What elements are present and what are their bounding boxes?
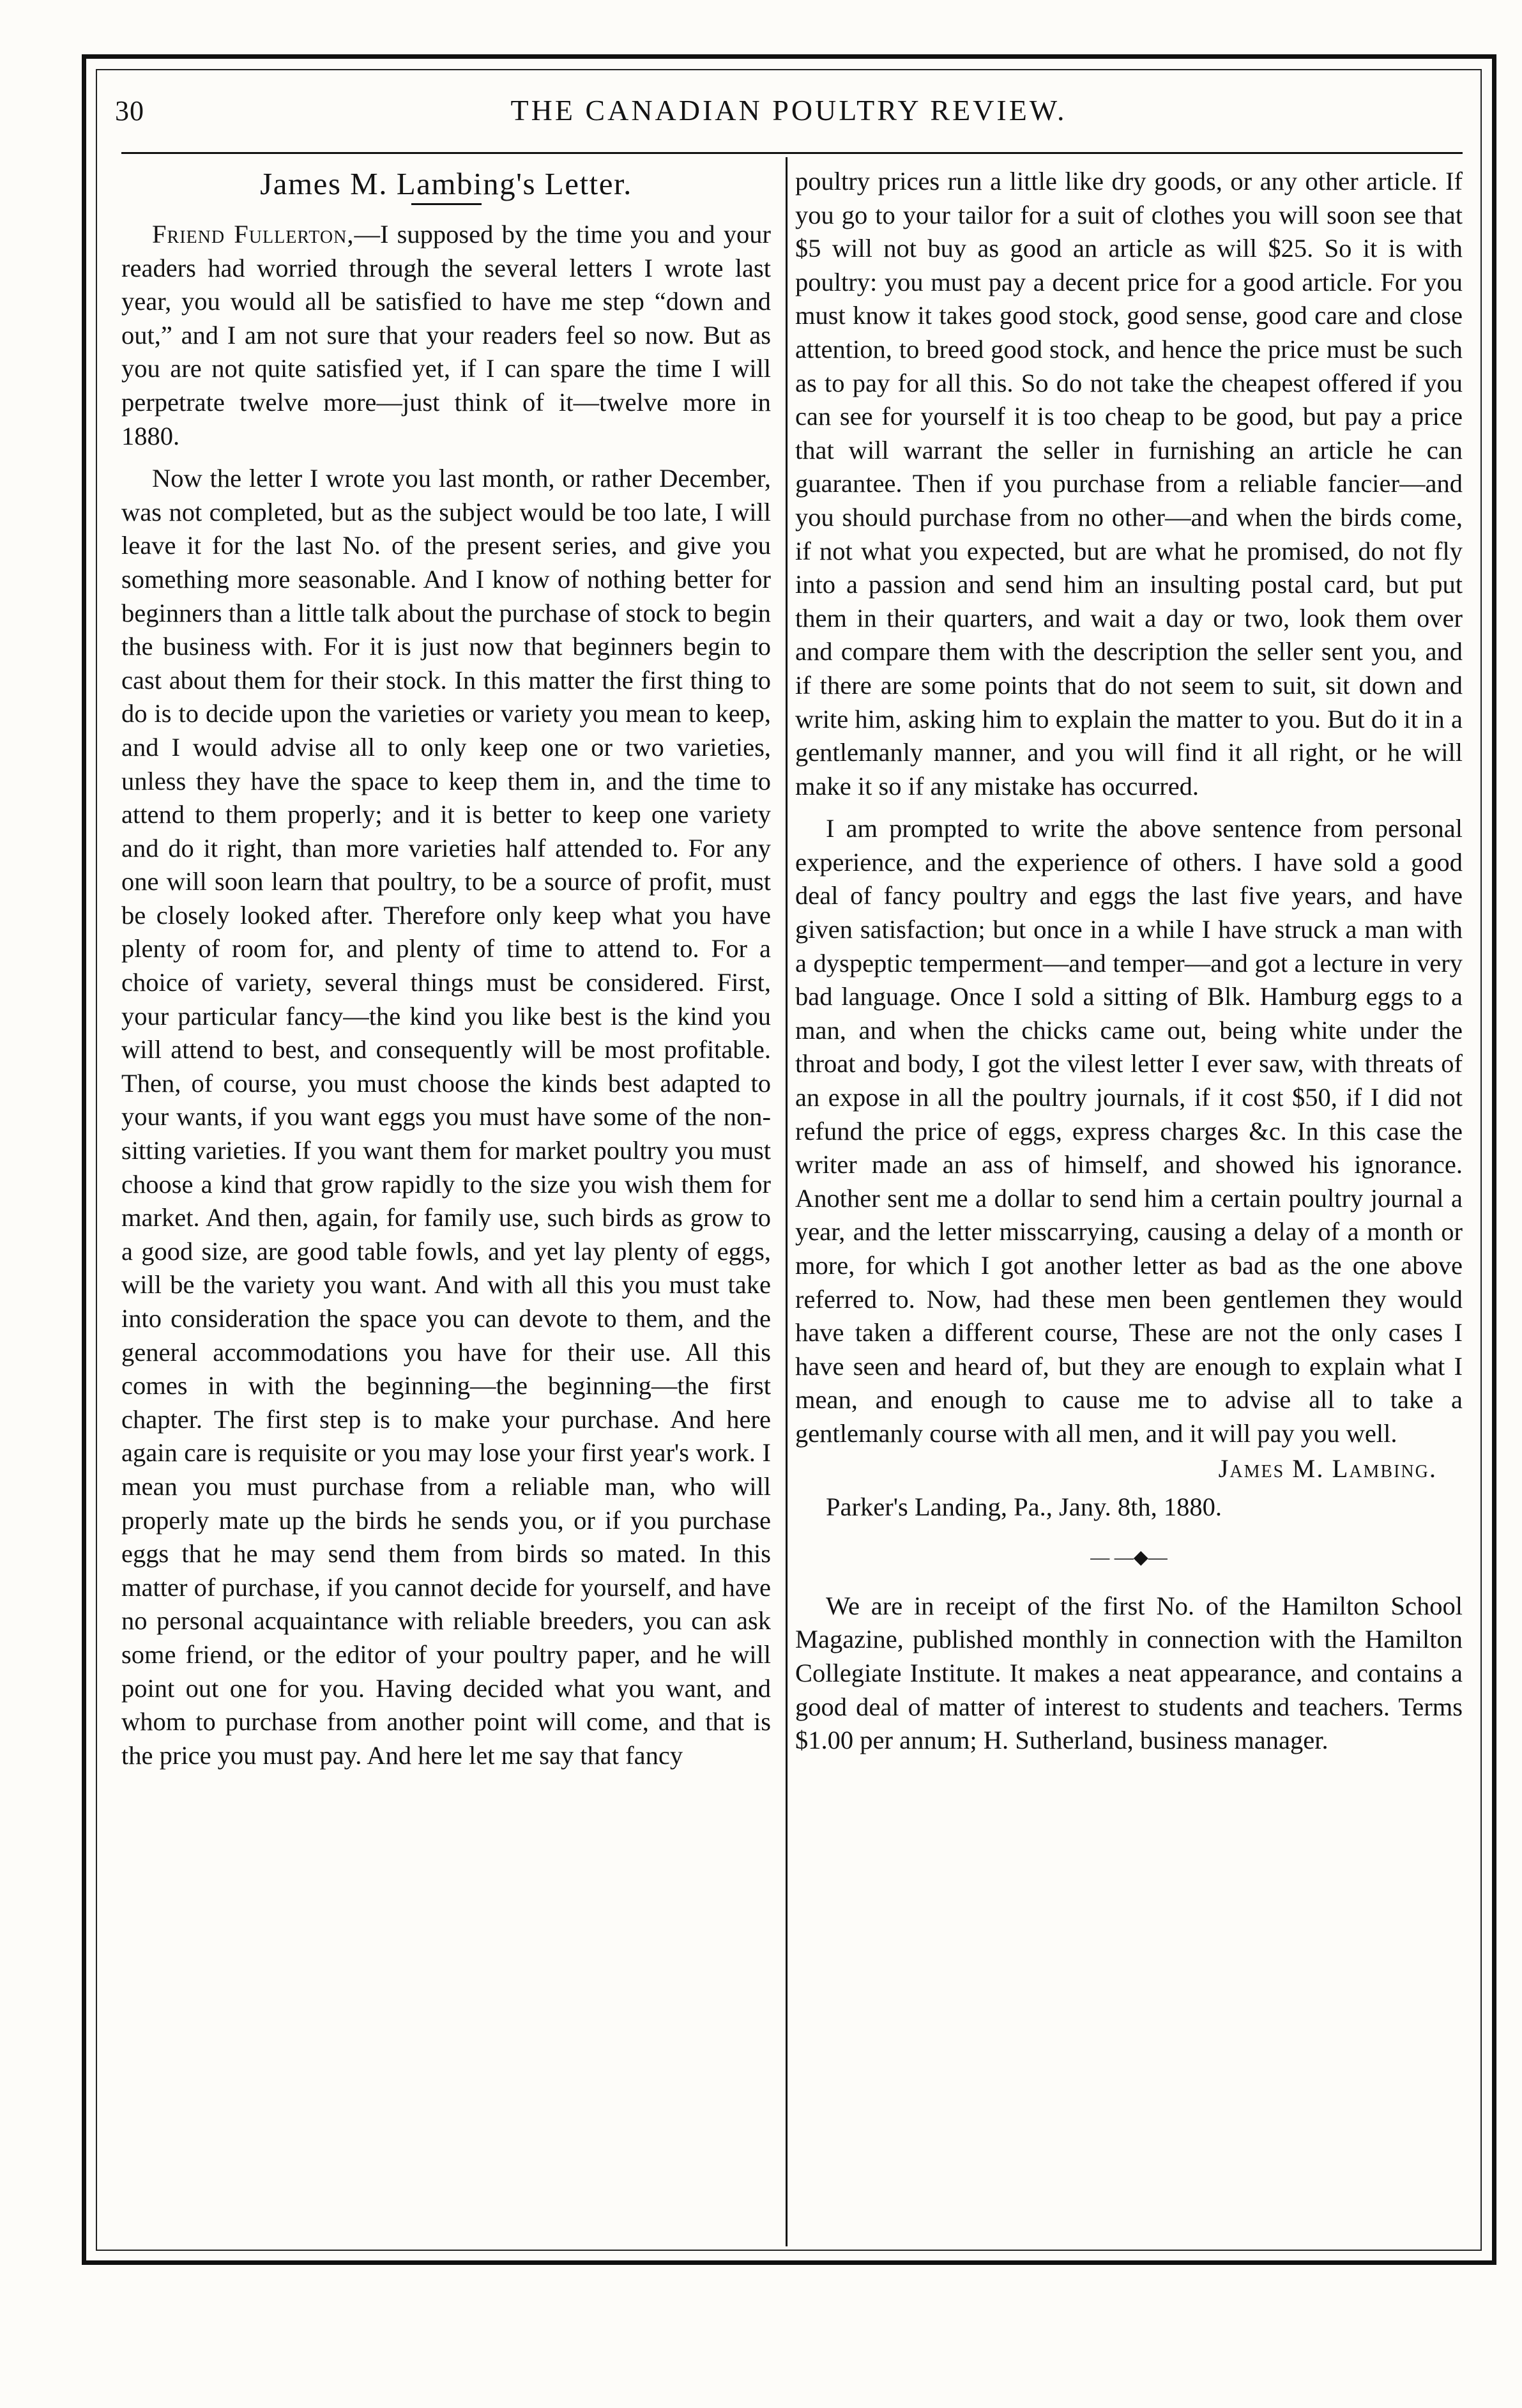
salutation: Friend Fullerton, <box>152 220 354 249</box>
header-rule <box>121 152 1463 154</box>
paragraph-text: —I supposed by the time you and your readers had worried through the several letters I wrote last year, you would all be satisfied to have me step “down and out,” and I am not sure that your readers feel so now. But as you are not quite satisfied yet, if I can spare the time I will perpetrate twelve more—just think of it—twelve more in 1880. <box>121 220 771 450</box>
page-number: 30 <box>115 95 144 127</box>
article-paragraph: I am prompted to write the above sentence from personal experience, and the experience of others. I have sold a good deal of fancy poultry and eggs the last five years, and have given satisfaction; but once in a while I have struck a man with a dyspeptic temperment—and temper—and got a lecture in very bad language. Once I sold a sitting of Blk. Hamburg eggs to a man, and when the chicks came out, being white under the throat and body, I got the vilest letter I ever saw, with threats of an expose in all the poultry journals, if it cost $50, if I did not refund the price of eggs, express charges &c. In this case the writer made an ass of himself, and showed his ignorance. Another sent me a dollar to send him a certain poultry journal a year, and the letter misscarrying, causing a delay of a month or more, for which I got another letter as bad as the one above referred to. Now, had these men been gentlemen they would have taken a different course, These are not the only cases I have seen and heard of, but they are enough to explain what I mean, and enough to cause me to advise all to take a gentlemanly course with all men, and it will pay you well. <box>795 814 1463 1448</box>
column-divider <box>786 157 788 2246</box>
running-title: THE CANADIAN POULTRY REVIEW. <box>510 94 1067 127</box>
article-paragraph: Now the letter I wrote you last month, or rather December, was not completed, but as the subject would be too late, I will leave it for the last No. of the present series, and give you something more seasonable. And I know of nothing better for beginners than a little talk about the purchase of stock to begin the business with. For it is just now that beginners begin to cast about them for their stock. In this matter the first thing to do is to decide upon the varieties or variety you mean to keep, and I would advise all to only keep one or two varieties, unless they have the space to keep them in, and the time to attend to them properly; and it is better to keep one variety and do it right, than more varieties half attended to. For any one will soon learn that poultry, to be a source of profit, must be closely looked after. Therefore only keep what you have plenty of room for, and plenty of time to attend to. For a choice of variety, several things must be considered. First, your particular fancy—the kind you like best is the kind you will attend to best, and consequently will be most profitable. Then, of course, you must choose the kinds best adapted to your wants, if you want eggs you must have some of the non-sitting varieties. If you want them for market poultry you must choose a kind that grow rapidly to the size you wish them for market. And then, again, for family use, such birds as grow to a good size, are good table fowls, and yet lay plenty of eggs, will be the variety you want. And with all this you must take into consideration the space you can devote to them, and the general accommodations you have for their use. All this comes in with the beginning—the beginning—the first chapter. The first step is to make your purchase. And here again care is requisite or you may lose your first year's work. I mean you must purchase from a reliable man, who will properly mate up the birds he sends you, or if you purchase eggs that he may send them from birds so mated. In this matter of purchase, if you cannot decide for yourself, and have no personal acquaintance with reliable breeders, you can ask some friend, or the editor of your poultry paper, and he will point out one for you. Having decided what you want, and whom to purchase from another point will come, and that is the price you must pay. And here let me say that fancy <box>121 464 771 1770</box>
page-header <box>96 83 1482 141</box>
article-title: James M. Lambing's Letter. <box>260 166 632 201</box>
section-ornament: — —◆— <box>1090 1546 1168 1568</box>
signature: James M. Lambing. <box>1218 1453 1437 1483</box>
article-paragraph <box>121 218 771 453</box>
article-paragraph: poultry prices run a little like dry goods, or any other article. If you go to your tailor for a suit of clothes you will soon see that $5 will not buy as good an article as will $25. So it is with poultry: you must pay a decent price for a good article. For you must know it takes good stock, good sense, good care and close attention, to breed good stock, and hence the price must be such as to pay for all this. So do not take the cheapest offered if you can see for yourself it is too cheap to be good, but pay a price that will warrant the seller in furnishing an article he can guarantee. Then if you purchase from a reliable fancier—and you should purchase from no other—and when the birds come, if not what you expected, but are what he promised, do not fly into a passion and send him an insulting postal card, but put them in their quarters, and wait a day or two, look them over and compare them with the description the seller sent you, and if there are some points that do not seem to suit, sit down and write him, asking him to explain the matter to you. But do it in a gentlemanly manner, and you will find it all right, or he will make it so if any mistake has occurred. <box>795 167 1463 801</box>
notice-paragraph: We are in receipt of the first No. of the Hamilton School Magazine, published monthly in connection with the Hamilton Collegiate Institute. It makes a neat appearance, and contains a good deal of matter of interest to students and teachers. Terms $1.00 per annum; H. Sutherland, business manager. <box>795 1591 1463 1755</box>
left-column <box>121 165 771 1772</box>
dateline: Parker's Landing, Pa., Jany. 8th, 1880. <box>826 1492 1222 1522</box>
right-column <box>795 165 1463 1758</box>
title-rule <box>411 203 482 205</box>
